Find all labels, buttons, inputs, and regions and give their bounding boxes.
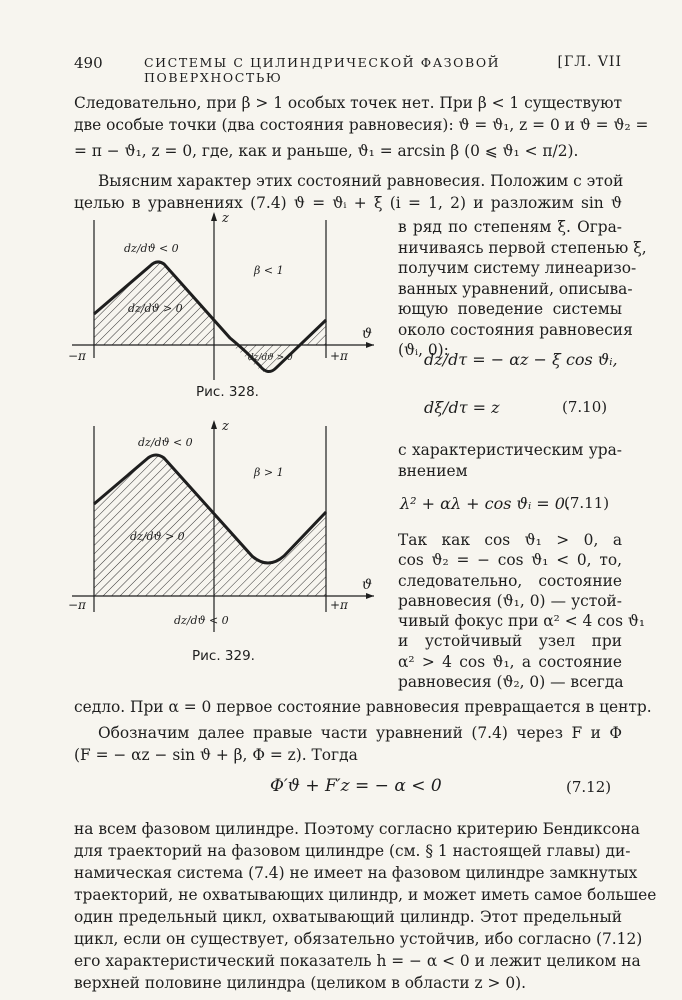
paragraph-1-line-1: Следовательно, при β > 1 особых точек нет. При β < 1 существуют (74, 94, 622, 112)
text-line: чивый фокус при α² < 4 cos ϑ₁ (398, 612, 646, 631)
text-line: около состояния равновесия (398, 320, 633, 339)
plus-pi-label: +π (330, 598, 348, 612)
paragraph-4-line-1: Обозначим далее правые части уравнений (7.4) через F и Φ (98, 724, 622, 742)
neg-region-bottom-label: dz/dϑ < 0 (174, 614, 229, 627)
paragraph-2-narrow-column (398, 217, 647, 361)
z-axis-arrow (211, 420, 217, 429)
pos-region-label: dz/dϑ > 0 (130, 530, 185, 543)
text-line: с характеристическим ура- (398, 441, 622, 459)
paragraph-1-line-3: = π − ϑ₁, z = 0, где, как и раньше, ϑ₁ = arcsin β (0 ⩽ ϑ₁ < π/2). (74, 142, 579, 160)
theta-axis-arrow (366, 593, 374, 599)
equation-number-7-12: (7.12) (566, 778, 612, 796)
figure-329-caption: Рис. 329. (192, 648, 255, 664)
text-line: Так как cos ϑ₁ > 0, а (398, 531, 622, 549)
paragraph-3-full-line: седло. При α = 0 первое состояние равновесия превращается в центр. (74, 698, 652, 716)
paragraph-2-line-2: целью в уравнениях (7.4) ϑ = ϑᵢ + ξ (i = 1, 2) и разложим sin ϑ (74, 194, 622, 212)
z-axis-label: z (222, 211, 229, 226)
paragraph-5-line-6: цикл, если он существует, обязательно устойчив, ибо согласно (7.12) (74, 930, 643, 948)
figure-329 (62, 416, 382, 642)
equation-dz-dtau: dz/dτ = − αz − ξ cos ϑᵢ, (424, 350, 618, 369)
text-line: внением (398, 461, 468, 480)
paragraph-5-line-2: для траекторий на фазовом цилиндре (см. § 1 настоящей главы) ди- (74, 842, 631, 860)
theta-axis-arrow (366, 342, 374, 348)
text-line: и устойчивый узел при (398, 632, 622, 651)
char-intro (398, 440, 622, 481)
z-axis-arrow (211, 212, 217, 221)
pos-region-label: dz/dϑ > 0 (128, 302, 183, 315)
running-title: СИСТЕМЫ С ЦИЛИНДРИЧЕСКОЙ ФАЗОВОЙ ПОВЕРХНОСТЬЮ (144, 55, 501, 85)
chapter-label: [ГЛ. VII (557, 54, 622, 70)
paragraph-5-line-8: верхней половине цилиндра (целиком в области z > 0). (74, 974, 527, 992)
paragraph-5-line-1: на всем фазовом цилиндре. Поэтому согласно критерию Бендиксона (74, 820, 640, 838)
paragraph-5-line-7: его характеристический показатель h = − α < 0 и лежит целиком на (74, 952, 641, 970)
figure-328-caption: Рис. 328. (196, 384, 259, 400)
neg-region-top-label: dz/dϑ < 0 (138, 436, 193, 449)
text-line: (ϑᵢ, 0): (398, 341, 449, 359)
pos-region-small-label: dz/dϑ > 0 (248, 353, 293, 363)
equation-number-7-10: (7.10) (562, 398, 608, 416)
theta-axis-label: ϑ (362, 326, 373, 342)
text-line: следовательно, состояние (398, 571, 622, 590)
text-line: равновесия (ϑ₂, 0) — всегда (398, 673, 624, 692)
equation-dxi-dtau: dξ/dτ = z (424, 398, 500, 417)
neg-region-label: dz/dϑ < 0 (124, 242, 179, 255)
equation-number-7-11: (7.11) (564, 494, 610, 512)
paragraph-5-line-5: один предельный цикл, охватывающий цилиндр. Этот предельный (74, 908, 622, 926)
paragraph-5-line-3: намическая система (7.4) не имеет на фазовом цилиндре замкнутых (74, 864, 638, 882)
plus-pi-label: +π (330, 349, 348, 363)
beta-label: β < 1 (254, 264, 284, 277)
text-line: ванных уравнений, описыва- (398, 279, 633, 298)
paragraph-2-line-1: Выясним характер этих состояний равновесия. Положим с этой (98, 172, 624, 190)
text-line: получим систему линеаризо- (398, 259, 637, 277)
equation-bendixson: Φ′ϑ + F′z = − α < 0 (270, 776, 442, 796)
z-axis-label: z (222, 419, 229, 434)
paragraph-5-line-4: траекторий, не охватывающих цилиндр, и может иметь самое большее (74, 886, 657, 904)
page-number: 490 (74, 54, 103, 72)
minus-pi-label: −π (68, 349, 86, 363)
text-line: cos ϑ₂ = − cos ϑ₁ < 0, то, (398, 551, 622, 570)
text-line: в ряд по степеням ξ. Огра- (398, 218, 622, 236)
text-line: α² > 4 cos ϑ₁, а состояние (398, 652, 622, 671)
paragraph-3-narrow-column (398, 530, 646, 692)
text-line: равновесия (ϑ₁, 0) — устой- (398, 591, 622, 610)
paragraph-4-line-2: (F = − αz − sin ϑ + β, Φ = z). Тогда (74, 746, 358, 764)
beta-label: β > 1 (254, 466, 284, 479)
equation-characteristic: λ² + αλ + cos ϑᵢ = 0. (400, 494, 571, 513)
running-header (74, 54, 622, 85)
paragraph-1-line-2: две особые точки (два состояния равновесия): ϑ = ϑ₁, z = 0 и ϑ = ϑ₂ = (74, 116, 649, 134)
minus-pi-label: −π (68, 598, 86, 612)
theta-axis-label: ϑ (362, 577, 373, 593)
text-line: ющую поведение системы (398, 300, 622, 318)
text-line: ничиваясь первой степенью ξ, (398, 238, 647, 257)
figure-328 (62, 208, 382, 380)
